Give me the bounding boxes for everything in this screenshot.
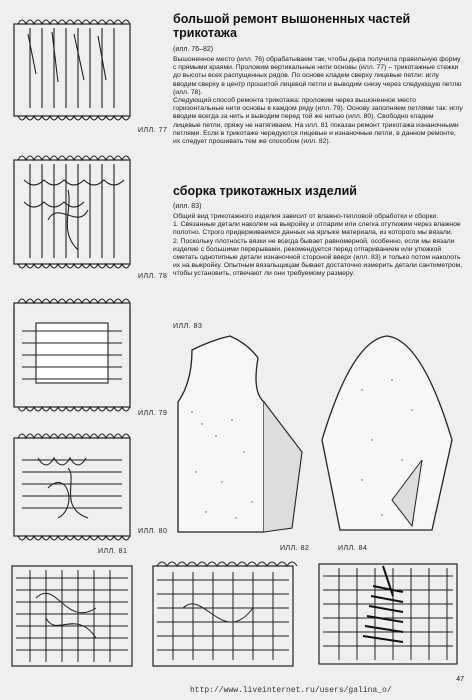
ref-repair: (илл. 76–82) [173,46,214,53]
illustration-80 [8,428,136,546]
section-heading-repair: большой ремонт вышоненных частей трикотажа [173,12,411,40]
illustration-82-b [313,556,465,674]
ref-assembly: (илл. 83) [173,203,202,210]
caption-ill-81: ИЛЛ. 81 [98,548,128,555]
illustration-82-83-front-piece [172,332,312,547]
illustration-82-a [143,558,303,676]
assembly-text [173,213,463,279]
repair-text [173,56,463,146]
caption-ill-78: ИЛЛ. 78 [138,273,168,280]
caption-ill-79: ИЛЛ. 79 [138,410,168,417]
page-number: 47 [456,676,464,683]
caption-ill-82: ИЛЛ. 82 [280,545,310,552]
caption-ill-77: ИЛЛ. 77 [138,127,168,134]
illustration-77 [8,14,136,124]
paragraph-repair-1: Вышоненное место (илл. 76) обрабатываем так, чтобы дыра получила правильную форму с прямыми краями. Проложим вертикальные нити основы (илл. 77) – трикотажные стежки до высоты всех распущенных рядов. По основе кладем сверху лицевые петли: иглу вводим сверху в центр прошитой лицевой петли и выводим снизу через следующую петлю (илл. 78). [173,56,462,96]
section-heading-assembly: сборка трикотажных изделий [173,184,357,198]
illustration-81-a [6,558,138,676]
caption-ill-84: ИЛЛ. 84 [338,545,368,552]
illustration-78 [8,150,136,275]
paragraph-assembly-3: 2. Поскольку плотность вязки не всегда бывает равномерной, особенно, если мы вязали изделие с большими перерывами, рекомендуется перед отпариванием или утюжкой сметать однотипные детали изнаночной стороной вверх (илл. 83) и только потом наколоть их на выкройку. Опытным вязальщицам бывает достаточно измерить детали сантиметром, чтобы установить, отвечают ли они требуемому размеру. [173,237,463,278]
illustration-79 [8,293,136,418]
paragraph-assembly-1: Общий вид трикотажного изделия зависит от влажно-тепловой обработки и сборки. [173,213,439,220]
caption-ill-80: ИЛЛ. 80 [138,528,168,535]
paragraph-assembly-2: 1. Связанные детали наколем на выкройку и отпарим или слегка отутюжим через влажное полотно. Строго придерживаемся данных на ярлыке материала, из которого мы вязали. [173,221,461,237]
paragraph-repair-2: Следующий способ ремонта трикотажа: проложим через вышоненное место горизонтальные нити основы в каждом ряду (илл. 79). Основу заполняем петлями так: иглу вводим всегда за нить и выводим перед той же нитью (илл. 80). Свободно кладем лицевые петли, пряжу не натягиваем. На илл. 81 показан ремонт трикотажа изнаночными петлями. Если в трикотаже чередуются лицевые и изнаночные петли, в данном ремонте, их следует прошивать тем же способом (илл. 82). [173,97,463,146]
illustration-84-sleeve [312,330,462,545]
footer-url[interactable]: http://www.liveinternet.ru/users/galina_o/ [190,686,392,695]
caption-ill-83: ИЛЛ. 83 [173,323,203,330]
